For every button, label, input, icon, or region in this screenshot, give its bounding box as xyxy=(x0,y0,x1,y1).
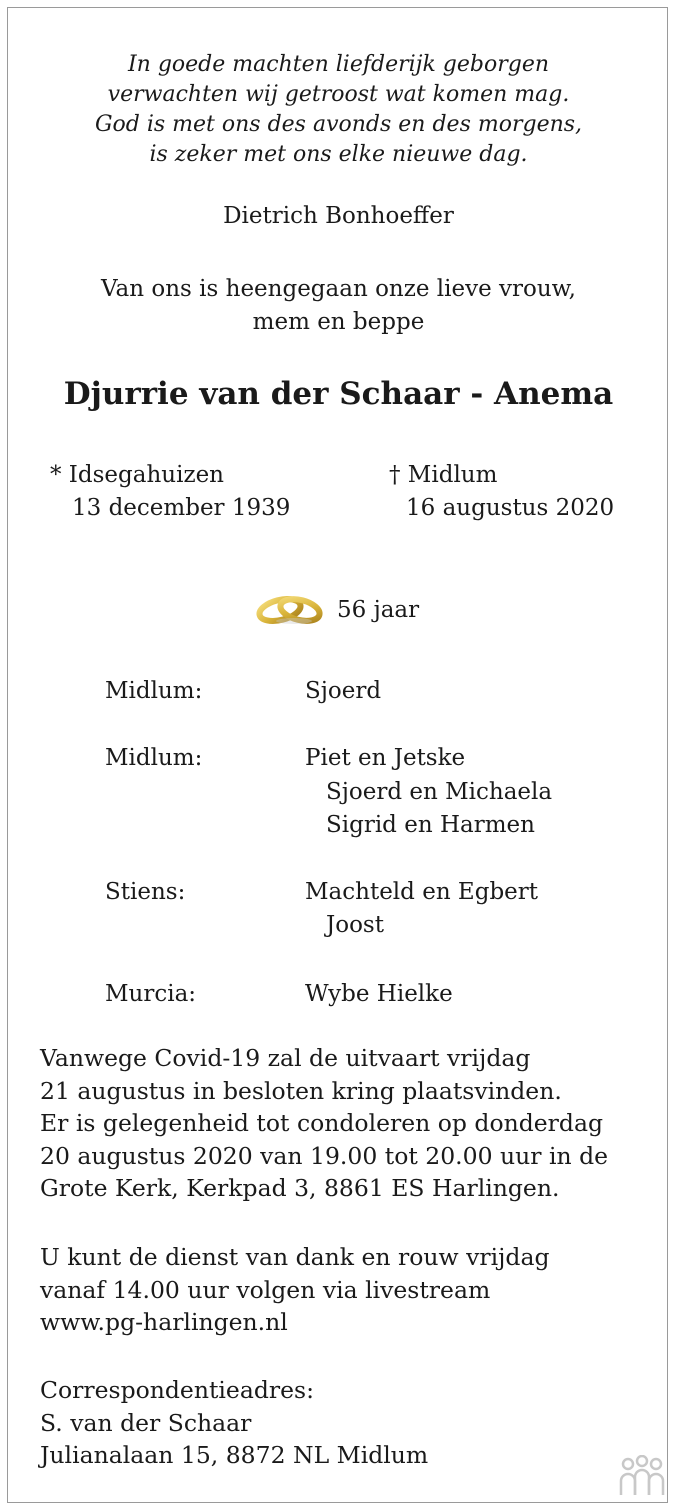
poem xyxy=(0,50,677,170)
poem-line: is zeker met ons elke nieuwe dag. xyxy=(149,142,528,167)
people-group-icon xyxy=(618,1455,666,1499)
correspondence-address xyxy=(40,1374,428,1472)
funeral-line: Er is gelegenheid tot condoleren op donderdag xyxy=(40,1109,604,1137)
family-name: Piet en Jetske xyxy=(305,745,466,771)
death-place: † Midlum xyxy=(389,462,498,488)
family-place: Midlum: xyxy=(105,678,203,704)
correspondence-line: S. van der Schaar xyxy=(40,1408,252,1437)
wedding-rings-icon xyxy=(254,588,324,630)
funeral-line: Grote Kerk, Kerkpad 3, 8861 ES Harlingen. xyxy=(40,1174,560,1202)
deceased-name: Djurrie van der Schaar - Anema xyxy=(63,376,614,412)
funeral-line: 21 augustus in besloten kring plaatsvinden. xyxy=(40,1076,562,1105)
birth-date: 13 december 1939 xyxy=(72,495,291,521)
correspondence-label: Correspondentieadres: xyxy=(40,1376,315,1404)
funeral-line: 20 augustus 2020 van 19.00 tot 20.00 uur in de xyxy=(40,1141,609,1170)
funeral-info xyxy=(40,1042,608,1205)
livestream-line: U kunt de dienst van dank en rouw vrijdag xyxy=(40,1243,550,1271)
family-place: Midlum: xyxy=(105,745,203,771)
livestream-url: www.pg-harlingen.nl xyxy=(40,1308,288,1336)
family-name: Sjoerd en Michaela xyxy=(326,779,553,805)
family-place: Stiens: xyxy=(105,879,186,905)
family-place: Murcia: xyxy=(105,981,197,1007)
intro-line: Van ons is heengegaan onze lieve vrouw, xyxy=(101,276,576,302)
death-date: 16 augustus 2020 xyxy=(406,495,615,521)
intro-line: mem en beppe xyxy=(252,309,425,335)
birth-place: * Idsegahuizen xyxy=(50,462,224,488)
correspondence-line: Julianalaan 15, 8872 NL Midlum xyxy=(40,1441,429,1469)
livestream-line: vanaf 14.00 uur volgen via livestream xyxy=(40,1275,491,1304)
intro-text xyxy=(0,273,677,339)
marriage-years: 56 jaar xyxy=(337,597,420,623)
poem-line: God is met ons des avonds en des morgens, xyxy=(94,112,583,137)
family-name: Sigrid en Harmen xyxy=(326,812,535,838)
family-name: Machteld en Egbert xyxy=(305,879,539,905)
family-name: Joost xyxy=(326,912,384,938)
poem-line: verwachten wij getroost wat komen mag. xyxy=(107,82,570,107)
family-name: Wybe Hielke xyxy=(305,981,453,1007)
poem-author: Dietrich Bonhoeffer xyxy=(223,203,454,229)
family-name: Sjoerd xyxy=(305,678,382,704)
funeral-line: Vanwege Covid-19 zal de uitvaart vrijdag xyxy=(40,1044,531,1072)
poem-line: In goede machten liefderijk geborgen xyxy=(127,52,550,77)
livestream-info xyxy=(40,1241,550,1339)
